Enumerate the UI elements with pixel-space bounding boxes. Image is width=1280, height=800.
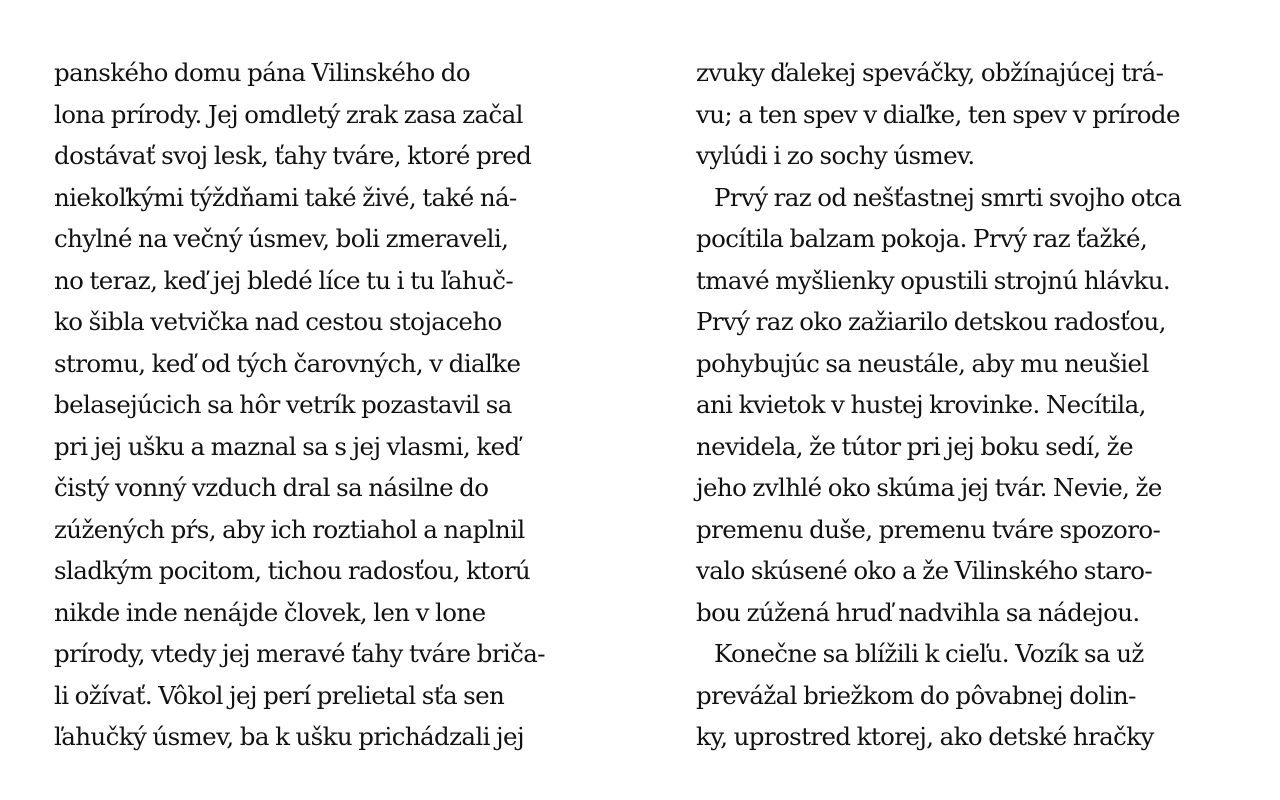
- right-page-text: [696, 52, 1256, 758]
- text-line: nevidela, že tútor pri jej boku sedí, že: [696, 431, 1133, 461]
- text-line: belasejúcich sa hôr vetrík pozastavil sa: [54, 390, 512, 419]
- text-line: premenu duše, premenu tváre spozoro-: [696, 514, 1161, 544]
- text-line: pri jej ušku a maznal sa s jej vlasmi, keď: [54, 431, 520, 461]
- text-line: Prvý raz oko zažiarilo detskou radosťou,: [696, 307, 1166, 336]
- text-line: čistý vonný vzduch dral sa násilne do: [54, 473, 489, 502]
- text-line: ko šibla vetvička nad cestou stojaceho: [54, 307, 502, 336]
- text-line: no teraz, keď jej bledé líce tu i tu ľahuč-: [54, 265, 514, 295]
- left-page-text: [54, 52, 614, 758]
- text-line: stromu, keď od tých čarovných, v diaľke: [54, 348, 521, 378]
- text-line: ky, uprostred ktorej, ako detské hračky: [696, 722, 1154, 751]
- text-line: panského domu pána Vilinského do: [54, 58, 471, 87]
- text-line: bou zúžená hruď nadvihla sa nádejou.: [696, 597, 1140, 627]
- paragraph-first-line: Prvý raz od nešťastnej smrti svojho otca: [714, 182, 1182, 212]
- text-line: li ožívať. Vôkol jej perí prelietal sťa sen: [54, 680, 505, 710]
- text-line: valo skúsené oko a že Vilinského staro-: [696, 556, 1153, 585]
- paragraph-first-line: Konečne sa blížili k cieľu. Vozík sa už: [714, 639, 1144, 668]
- text-line: niekoľkými týždňami také živé, také ná-: [54, 182, 517, 212]
- text-line: prevážal briežkom do pôvabnej dolin-: [696, 680, 1136, 710]
- text-line: pocítila balzam pokoja. Prvý raz ťažké,: [696, 224, 1148, 253]
- text-line: jeho zvlhlé oko skúma jej tvár. Nevie, že: [696, 473, 1162, 502]
- text-line: zvuky ďalekej speváčky, obžínajúcej trá-: [696, 58, 1164, 87]
- text-line: ani kvietok v hustej krovinke. Necítila,: [696, 390, 1146, 419]
- text-line: dostávať svoj lesk, ťahy tváre, ktoré pred: [54, 141, 532, 170]
- text-line: nikde inde nenájde človek, len v lone: [54, 597, 486, 627]
- text-line: zúžených pŕs, aby ich roztiahol a naplnil: [54, 514, 525, 544]
- text-line: prírody, vtedy jej meravé ťahy tváre briča-: [54, 639, 545, 668]
- text-line: ľahučký úsmev, ba k ušku prichádzali jej: [54, 722, 524, 751]
- text-line: vylúdi i zo sochy úsmev.: [696, 141, 975, 170]
- text-line: tmavé myšlienky opustili strojnú hlávku.: [696, 265, 1171, 295]
- text-line: vu; a ten spev v diaľke, ten spev v prírode: [696, 99, 1180, 129]
- text-line: sladkým pocitom, tichou radosťou, ktorú: [54, 556, 531, 585]
- text-line: lona prírody. Jej omdletý zrak zasa začal: [54, 99, 523, 129]
- text-line: pohybujúc sa neustále, aby mu neušiel: [696, 348, 1149, 378]
- text-line: chylné na večný úsmev, boli zmeraveli,: [54, 224, 509, 253]
